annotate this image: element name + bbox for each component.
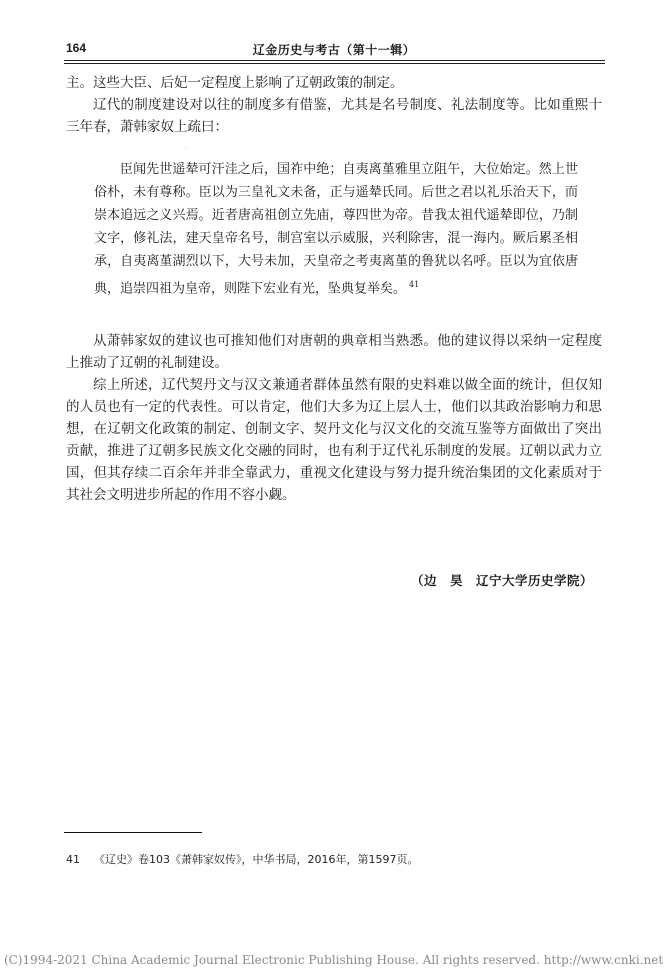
author-affiliation: （边 昊 辽宁大学历史学院） (410, 573, 593, 588)
quote-paragraph (94, 158, 578, 300)
running-title: 辽金历史与考古（第十一辑） (252, 43, 416, 57)
footnote-rule (64, 832, 202, 833)
header-rule (64, 60, 605, 64)
block-quote (94, 158, 578, 300)
footnote-number: 41 (66, 853, 80, 866)
body-text-2 (66, 330, 602, 506)
paragraph-2: 辽代的制度建设对以往的制度多有借鉴，尤其是名号制度、礼法制度等。比如重熙十三年春，萧韩家奴上疏曰： (66, 97, 602, 135)
copyright-line: (C)1994-2021 China Academic Journal Electronic Publishing House. All rights reserved. http://www.cnki.net (4, 953, 664, 967)
paragraph-4: 综上所述，辽代契丹文与汉文兼通者群体虽然有限的史料难以做全面的统计，但仅知的人员也有一定的代表性。可以肯定，他们大多为辽上层人士，他们以其政治影响力和思想，在辽朝文化政策的制定、创制文字、契丹文化与汉文化的交流互鉴等方面做出了突出贡献，推进了辽朝多民族文化交融的同时，也有利于辽代礼乐制度的发展。辽朝以武力立国，但其存续二百余年并非全靠武力，重视文化建设与努力提升统治集团的文化素质对于其社会文明进步所起的作用不容小觑。 (66, 377, 602, 503)
footnote-ref[interactable]: 41 (409, 280, 420, 289)
page-number: 164 (66, 41, 87, 55)
paragraph-1: 主。这些大臣、后妃一定程度上影响了辽朝政策的制定。 (66, 75, 404, 91)
footnote-text: 《辽史》卷103《萧韩家奴传》，中华书局，2016年，第1597页。 (94, 853, 419, 866)
paragraph-3: 从萧韩家奴的建议也可推知他们对唐朝的典章相当熟悉。他的建议得以采纳一定程度上推动了辽朝的礼制建设。 (66, 333, 602, 371)
body-text (66, 72, 602, 138)
footnote (66, 851, 418, 867)
quote-text: 臣闻先世遥辇可汗洼之后，国祚中绝；自夷离堇雅里立阻午，大位始定。然上世俗朴，未有尊称。臣以为三皇礼文未备，正与遥辇氏同。后世之君以礼乐治天下，而崇本追远之义兴焉。近者唐高祖创立先庙，尊四世为帝。昔我太祖代遥辇即位，乃制文字，修礼法，建天皇帝名号，制宫室以示威服，兴利除害，混一海内。厥后累圣相承，自夷离堇湖烈以下，大号未加，天皇帝之考夷离堇的鲁犹以名呼。臣以为宜依唐典，追崇四祖为皇帝，则陛下宏业有光，坠典复举矣。 (94, 162, 578, 297)
scan-dot: · (185, 146, 187, 153)
